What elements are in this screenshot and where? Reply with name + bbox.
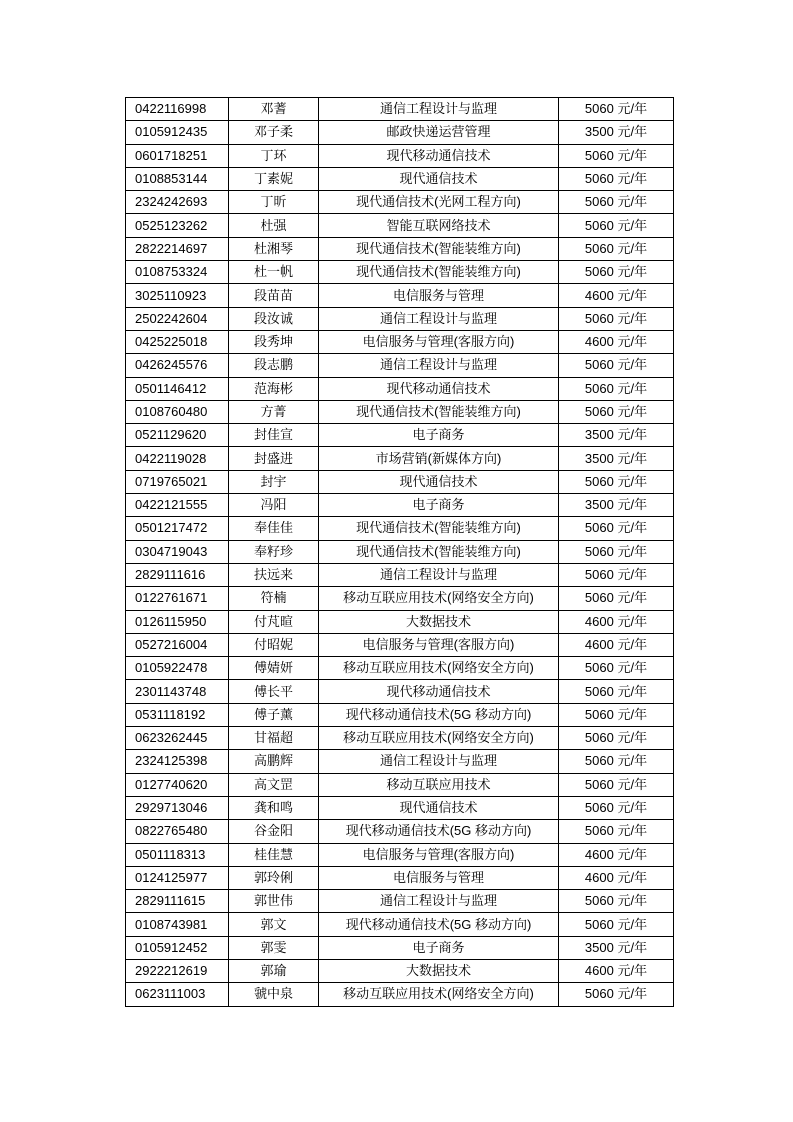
tuition-cell: 3500 元/年 [559,424,674,447]
major-cell: 现代移动通信技术(5G 移动方向) [319,913,559,936]
tuition-cell: 4600 元/年 [559,843,674,866]
table-row [126,703,674,726]
student-fee-table [125,97,674,1007]
tuition-cell: 5060 元/年 [559,400,674,423]
name-cell: 封盛进 [229,447,319,470]
major-cell: 通信工程设计与监理 [319,307,559,330]
table-row [126,633,674,656]
tuition-cell: 5060 元/年 [559,377,674,400]
table-row [126,587,674,610]
table-body [126,98,674,1007]
major-cell: 电信服务与管理(客服方向) [319,330,559,353]
name-cell: 桂佳慧 [229,843,319,866]
student-id-cell: 0422121555 [126,494,229,517]
name-cell: 郭文 [229,913,319,936]
table-row [126,494,674,517]
student-id-cell: 3025110923 [126,284,229,307]
tuition-cell: 5060 元/年 [559,354,674,377]
major-cell: 现代通信技术(智能装维方向) [319,261,559,284]
student-id-cell: 2301143748 [126,680,229,703]
table-row [126,261,674,284]
tuition-cell: 5060 元/年 [559,167,674,190]
name-cell: 郭瑜 [229,959,319,982]
tuition-cell: 5060 元/年 [559,773,674,796]
major-cell: 现代移动通信技术 [319,680,559,703]
table-row [126,284,674,307]
table-row [126,610,674,633]
tuition-cell: 5060 元/年 [559,144,674,167]
table-row [126,121,674,144]
student-id-cell: 0527216004 [126,633,229,656]
student-id-cell: 0521129620 [126,424,229,447]
name-cell: 范海彬 [229,377,319,400]
table-row [126,727,674,750]
table-row [126,167,674,190]
student-id-cell: 0822765480 [126,820,229,843]
table-row [126,890,674,913]
name-cell: 傅子薰 [229,703,319,726]
tuition-cell: 5060 元/年 [559,470,674,493]
name-cell: 邓子柔 [229,121,319,144]
student-id-cell: 2922212619 [126,959,229,982]
student-id-cell: 2324242693 [126,191,229,214]
tuition-cell: 4600 元/年 [559,633,674,656]
major-cell: 通信工程设计与监理 [319,563,559,586]
name-cell: 封佳宣 [229,424,319,447]
table-row [126,657,674,680]
name-cell: 郭世伟 [229,890,319,913]
major-cell: 移动互联应用技术(网络安全方向) [319,727,559,750]
table-row [126,936,674,959]
student-id-cell: 0623262445 [126,727,229,750]
table-row [126,400,674,423]
student-id-cell: 0108743981 [126,913,229,936]
student-id-cell: 0719765021 [126,470,229,493]
major-cell: 现代通信技术 [319,470,559,493]
student-id-cell: 0426245576 [126,354,229,377]
student-id-cell: 0425225018 [126,330,229,353]
major-cell: 电信服务与管理 [319,284,559,307]
table-row [126,517,674,540]
student-id-cell: 2829111615 [126,890,229,913]
table-row [126,470,674,493]
major-cell: 市场营销(新媒体方向) [319,447,559,470]
major-cell: 现代通信技术(智能装维方向) [319,517,559,540]
table-row [126,866,674,889]
student-id-cell: 0601718251 [126,144,229,167]
name-cell: 付昭妮 [229,633,319,656]
tuition-cell: 5060 元/年 [559,750,674,773]
major-cell: 通信工程设计与监理 [319,98,559,121]
tuition-cell: 5060 元/年 [559,727,674,750]
major-cell: 移动互联应用技术(网络安全方向) [319,983,559,1006]
tuition-cell: 5060 元/年 [559,540,674,563]
tuition-cell: 5060 元/年 [559,890,674,913]
table-row [126,330,674,353]
table-row [126,354,674,377]
major-cell: 移动互联应用技术(网络安全方向) [319,587,559,610]
table-row [126,144,674,167]
student-id-cell: 0126115950 [126,610,229,633]
tuition-cell: 4600 元/年 [559,866,674,889]
name-cell: 龚和鸣 [229,796,319,819]
student-id-cell: 0108760480 [126,400,229,423]
tuition-cell: 3500 元/年 [559,121,674,144]
student-id-cell: 0108853144 [126,167,229,190]
name-cell: 傅长平 [229,680,319,703]
table-row [126,540,674,563]
major-cell: 现代通信技术 [319,796,559,819]
student-id-cell: 0525123262 [126,214,229,237]
major-cell: 移动互联应用技术(网络安全方向) [319,657,559,680]
tuition-cell: 5060 元/年 [559,703,674,726]
student-id-cell: 2502242604 [126,307,229,330]
major-cell: 通信工程设计与监理 [319,354,559,377]
table-row [126,796,674,819]
major-cell: 通信工程设计与监理 [319,750,559,773]
student-id-cell: 2829111616 [126,563,229,586]
name-cell: 丁环 [229,144,319,167]
major-cell: 移动互联应用技术 [319,773,559,796]
name-cell: 郭玲俐 [229,866,319,889]
student-id-cell: 0108753324 [126,261,229,284]
major-cell: 邮政快递运营管理 [319,121,559,144]
student-id-cell: 0127740620 [126,773,229,796]
tuition-cell: 4600 元/年 [559,284,674,307]
table-row [126,377,674,400]
tuition-cell: 4600 元/年 [559,330,674,353]
major-cell: 电信服务与管理(客服方向) [319,633,559,656]
major-cell: 现代移动通信技术(5G 移动方向) [319,703,559,726]
major-cell: 现代通信技术(智能装维方向) [319,540,559,563]
tuition-cell: 3500 元/年 [559,447,674,470]
table-row [126,447,674,470]
name-cell: 丁昕 [229,191,319,214]
table-row [126,307,674,330]
name-cell: 冯阳 [229,494,319,517]
student-id-cell: 0124125977 [126,866,229,889]
tuition-cell: 5060 元/年 [559,261,674,284]
name-cell: 方菁 [229,400,319,423]
name-cell: 段汝诚 [229,307,319,330]
table-row [126,773,674,796]
student-id-cell: 2929713046 [126,796,229,819]
student-id-cell: 2822214697 [126,237,229,260]
name-cell: 段苗苗 [229,284,319,307]
table-row [126,563,674,586]
major-cell: 大数据技术 [319,610,559,633]
student-id-cell: 0105912452 [126,936,229,959]
tuition-cell: 5060 元/年 [559,98,674,121]
student-id-cell: 0531118192 [126,703,229,726]
name-cell: 奉籽珍 [229,540,319,563]
student-id-cell: 0105912435 [126,121,229,144]
name-cell: 扶远来 [229,563,319,586]
tuition-cell: 5060 元/年 [559,517,674,540]
major-cell: 电信服务与管理 [319,866,559,889]
tuition-cell: 5060 元/年 [559,214,674,237]
tuition-cell: 3500 元/年 [559,494,674,517]
major-cell: 电子商务 [319,424,559,447]
tuition-cell: 5060 元/年 [559,563,674,586]
table-row [126,424,674,447]
table-row [126,680,674,703]
name-cell: 符楠 [229,587,319,610]
student-id-cell: 0122761671 [126,587,229,610]
major-cell: 通信工程设计与监理 [319,890,559,913]
major-cell: 现代移动通信技术(5G 移动方向) [319,820,559,843]
major-cell: 现代移动通信技术 [319,377,559,400]
tuition-cell: 5060 元/年 [559,587,674,610]
major-cell: 电子商务 [319,494,559,517]
major-cell: 现代通信技术(智能装维方向) [319,237,559,260]
table-row [126,820,674,843]
table-row [126,959,674,982]
name-cell: 高文罡 [229,773,319,796]
student-id-cell: 0501118313 [126,843,229,866]
name-cell: 杜湘琴 [229,237,319,260]
student-id-cell: 0422119028 [126,447,229,470]
table-row [126,191,674,214]
student-id-cell: 0304719043 [126,540,229,563]
name-cell: 丁素妮 [229,167,319,190]
name-cell: 封宇 [229,470,319,493]
table-row [126,843,674,866]
tuition-cell: 5060 元/年 [559,657,674,680]
name-cell: 奉佳佳 [229,517,319,540]
tuition-cell: 3500 元/年 [559,936,674,959]
name-cell: 杜一帆 [229,261,319,284]
table-row [126,214,674,237]
name-cell: 段志鹏 [229,354,319,377]
tuition-cell: 4600 元/年 [559,959,674,982]
name-cell: 傅婧妍 [229,657,319,680]
tuition-cell: 5060 元/年 [559,680,674,703]
student-id-cell: 0422116998 [126,98,229,121]
name-cell: 邓蓍 [229,98,319,121]
major-cell: 现代通信技术 [319,167,559,190]
table-row [126,237,674,260]
name-cell: 高鹏辉 [229,750,319,773]
tuition-cell: 5060 元/年 [559,191,674,214]
major-cell: 大数据技术 [319,959,559,982]
name-cell: 段秀坤 [229,330,319,353]
name-cell: 郭雯 [229,936,319,959]
tuition-cell: 5060 元/年 [559,983,674,1006]
major-cell: 电子商务 [319,936,559,959]
major-cell: 现代通信技术(光网工程方向) [319,191,559,214]
name-cell: 甘福超 [229,727,319,750]
tuition-cell: 5060 元/年 [559,307,674,330]
student-id-cell: 2324125398 [126,750,229,773]
major-cell: 现代通信技术(智能装维方向) [319,400,559,423]
tuition-cell: 5060 元/年 [559,796,674,819]
major-cell: 现代移动通信技术 [319,144,559,167]
name-cell: 谷金阳 [229,820,319,843]
tuition-cell: 5060 元/年 [559,237,674,260]
major-cell: 电信服务与管理(客服方向) [319,843,559,866]
tuition-cell: 4600 元/年 [559,610,674,633]
tuition-cell: 5060 元/年 [559,913,674,936]
name-cell: 杜强 [229,214,319,237]
student-id-cell: 0623111003 [126,983,229,1006]
name-cell: 虢中泉 [229,983,319,1006]
table-row [126,913,674,936]
student-id-cell: 0501217472 [126,517,229,540]
major-cell: 智能互联网络技术 [319,214,559,237]
student-id-cell: 0105922478 [126,657,229,680]
table-row [126,98,674,121]
table-row [126,750,674,773]
student-id-cell: 0501146412 [126,377,229,400]
name-cell: 付芃暄 [229,610,319,633]
tuition-cell: 5060 元/年 [559,820,674,843]
table-row [126,983,674,1006]
